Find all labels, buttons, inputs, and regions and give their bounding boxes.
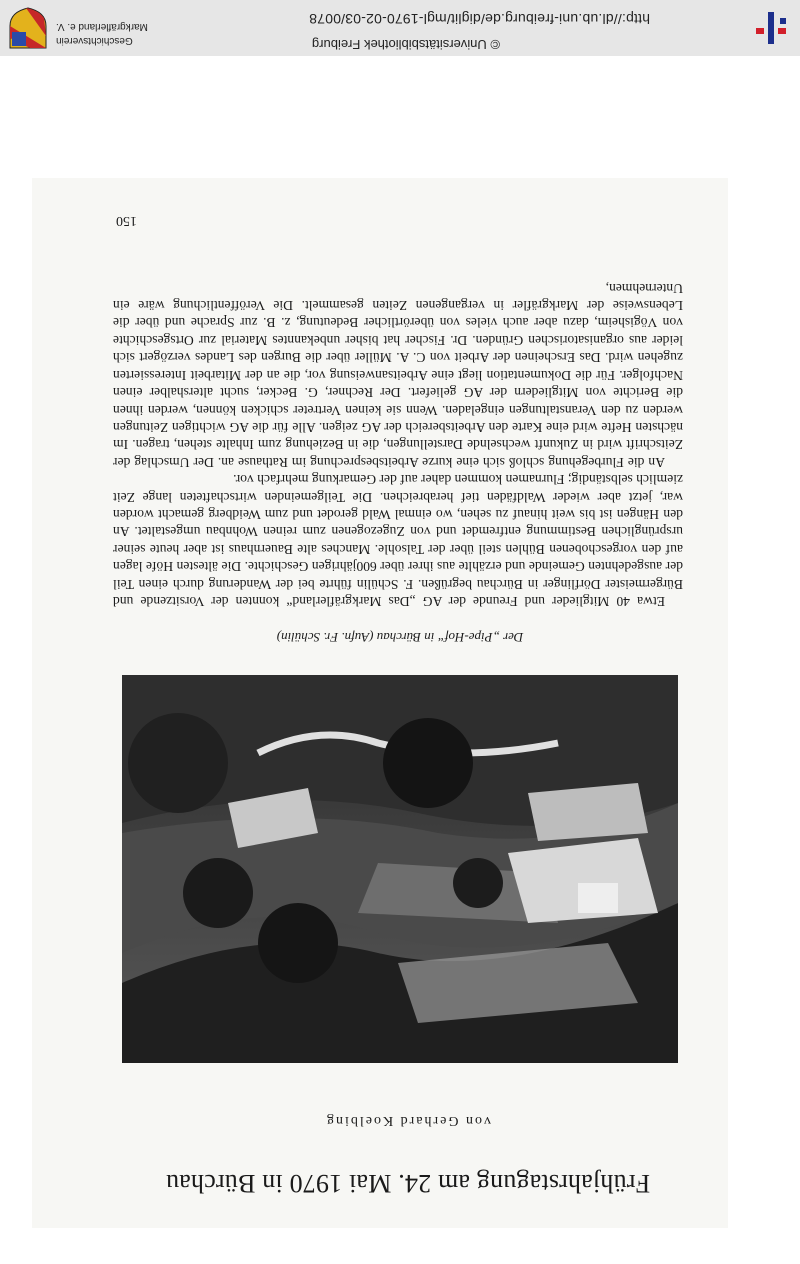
article-title: Frühjahrstagung am 24. Mai 1970 in Bürchau: [165, 1169, 651, 1198]
scanned-page: [32, 178, 728, 1228]
photo-illustration: [122, 675, 678, 1063]
document-url-link[interactable]: http://dl.ub.uni-freiburg.de/diglit/mgl-1970-02-03/0078: [309, 11, 650, 27]
copyright-text: © Universitätsbibliothek Freiburg: [311, 37, 500, 52]
photo-caption: Der „Pipe-Hof“ in Bürchau (Aufn. Fr. Schülin): [276, 630, 524, 645]
article-body: [113, 279, 683, 610]
association-logo[interactable]: [8, 4, 198, 52]
footer-bar: [0, 0, 800, 56]
farmhouse-photo: [122, 675, 678, 1063]
paragraph: Etwa 40 Mitglieder und Freunde der AG „Das Markgräflerland“ konnten der Vorsitzende und Bürgermeister Dörflinger in Bürchau begrüßen. F. Schülin führte bei der Wanderung durch einen Teil der ausgedehnten Gemeinde und erzählte aus ihrer über 600jährigen Geschichte. Die ältesten Höfe lagen auf den vorgeschobenen Bühlen steil über der Talsohle. Manches alte Bauernhaus ist aber heute seiner ursprünglichen Bestimmung entfremdet und von Zugezogenen zum reinen Wohnbau umgestaltet. An den Hängen ist bis weit hinauf zu sehen, wo einmal Wald gerodet und zum Weidberg gemacht worden war, jetzt aber wieder Waldfäden tief herabreichen. Die Teilgemeinden wirtschafteten lange Zeit ziemlich selbständig; Flurnamen kommen daher auf der Gemarkung mehrfach vor.: [113, 472, 683, 609]
ub-freiburg-logo-icon[interactable]: [752, 8, 792, 48]
page-number: 150: [116, 213, 137, 228]
paragraph: An die Flurbegehung schloß sich eine kurze Arbeitsbesprechung im Rathause an. Der Umschlag der Zeitschrift wird in Zukunft wechselnde Darstellungen, die in Beziehung zum Inhalte stehen, tragen. Im nächsten Hefte wird eine Karte den Arbeitsbereich der AG zeigen. Alle für die AG wichtigen Zeitungen werden zu den Veranstaltungen eingeladen. Wenn sie keinen Vertreter schicken können, werden ihnen die Berichte von Mitgliedern der AG geliefert. Der Rechner, G. Becker, sucht altershalber einen Nachfolger. Für die Dokumentation liegt eine Arbeitsanweisung vor, die an der Mitarbeit Interessierten zugehen wird. Das Erscheinen der Arbeit von C. A. Müller über die Burgen des Landes verzögert sich leider aus organisatorischen Gründen. Dr. Fischer hat bisher unbekanntes Material zur Ortsgeschichte von Vögisheim, dazu aber auch vieles von überörtlicher Bedeutung, z. B. zur Sprache und über die Lebensweise der Markgräfler in vergangenen Zeiten gesammelt. Die Veröffentlichung wäre ein Unternehmen,: [113, 280, 683, 470]
markgraeflerland-shield-icon: [8, 6, 48, 50]
association-name-line1: Geschichtsverein: [56, 35, 133, 46]
association-name-line2: Markgräflerland e. V.: [56, 21, 148, 32]
article-author: von Gerhard Koelbing: [325, 1113, 491, 1128]
